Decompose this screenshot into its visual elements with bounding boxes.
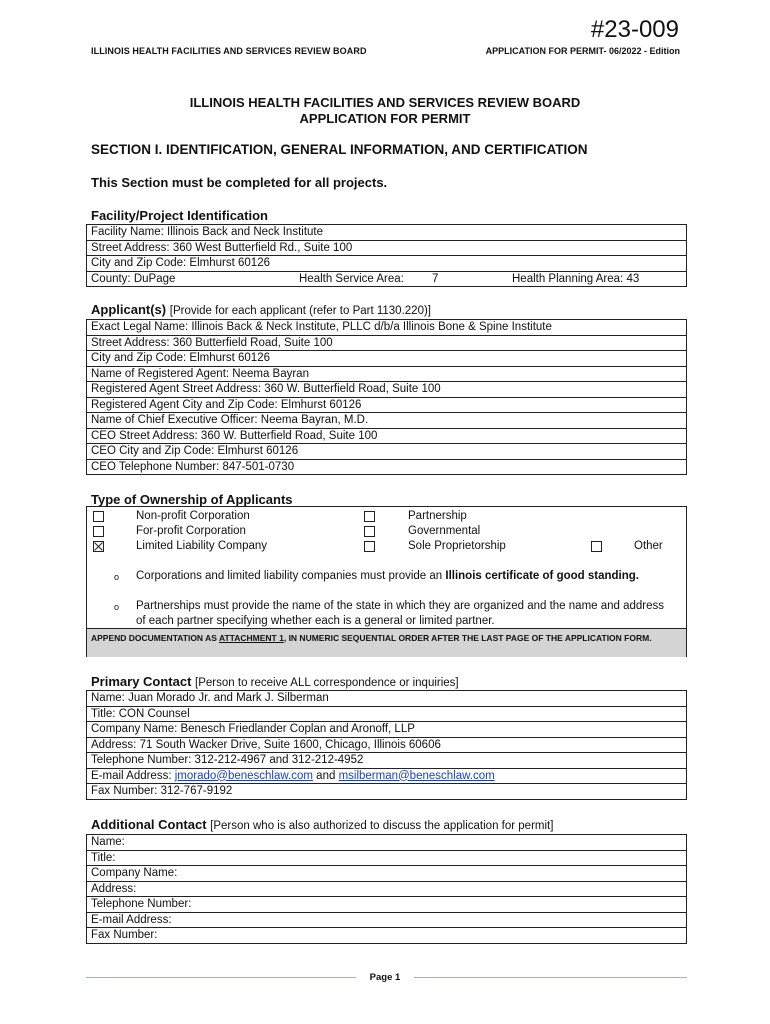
email-label: E-mail Address: xyxy=(91,769,175,782)
ceo-telephone: CEO Telephone Number: 847-501-0730 xyxy=(87,459,687,475)
ceo-street: CEO Street Address: 360 W. Butterfield Road, Suite 100 xyxy=(87,428,687,444)
checkbox-governmental[interactable] xyxy=(364,526,375,537)
primary-contact-fax: Fax Number: 312-767-9192 xyxy=(87,784,687,800)
registered-agent-street: Registered Agent Street Address: 360 W. Butterfield Road, Suite 100 xyxy=(87,382,687,398)
checkbox-forprofit[interactable] xyxy=(93,526,104,537)
primary-contact-telephone: Telephone Number: 312-212-4967 and 312-212-4952 xyxy=(87,753,687,769)
label-sole-proprietorship: Sole Proprietorship xyxy=(408,540,506,552)
additional-contact-company: Company Name: xyxy=(87,866,687,882)
checkbox-other[interactable] xyxy=(591,541,602,552)
additional-contact-email: E-mail Address: xyxy=(87,912,687,928)
applicant-city: City and Zip Code: Elmhurst 60126 xyxy=(87,351,687,367)
registered-agent-name: Name of Registered Agent: Neema Bayran xyxy=(87,366,687,382)
header-edition: APPLICATION FOR PERMIT- 06/2022 - Edition xyxy=(485,46,680,56)
applicant-subheading: [Provide for each applicant (refer to Part 1130.220)] xyxy=(169,305,431,317)
facility-name: Facility Name: Illinois Back and Neck Institute xyxy=(87,225,687,241)
facility-hsa-label: Health Service Area: xyxy=(299,272,404,285)
email-and: and xyxy=(312,769,339,782)
primary-contact-heading: Primary Contact xyxy=(91,674,192,689)
ownership-box xyxy=(86,506,687,657)
checkbox-nonprofit[interactable] xyxy=(93,511,104,522)
append-text-pre: APPEND DOCUMENTATION AS xyxy=(91,633,219,643)
applicant-heading: Applicant(s) xyxy=(91,302,167,317)
checkbox-sole-proprietorship[interactable] xyxy=(364,541,375,552)
label-other: Other xyxy=(634,540,663,552)
email-link-msilberman[interactable]: msilberman@beneschlaw.com xyxy=(338,769,495,782)
primary-contact-company: Company Name: Benesch Friedlander Coplan and Aronoff, LLP xyxy=(87,722,687,738)
bullet-good-standing-bold: Illinois certificate of good standing. xyxy=(445,570,639,582)
registered-agent-city: Registered Agent City and Zip Code: Elmhurst 60126 xyxy=(87,397,687,413)
form-title-application: APPLICATION FOR PERMIT xyxy=(299,111,471,126)
applicant-legal-name: Exact Legal Name: Illinois Back & Neck Institute, PLLC d/b/a Illinois Bone & Spine Institute xyxy=(87,320,687,336)
primary-contact-email-row xyxy=(87,768,687,784)
label-llc: Limited Liability Company xyxy=(136,540,268,552)
additional-contact-heading: Additional Contact xyxy=(91,817,207,832)
label-partnership: Partnership xyxy=(408,510,467,522)
facility-table xyxy=(86,224,687,287)
label-nonprofit: Non-profit Corporation xyxy=(136,510,250,522)
checkbox-llc[interactable] xyxy=(93,541,104,552)
applicant-street: Street Address: 360 Butterfield Road, Suite 100 xyxy=(87,335,687,351)
bullet-partnerships: Partnerships must provide the name of the state in which they are organized and the name and address of each partner specifying whether each is a general or limited partner. xyxy=(136,600,665,627)
checkbox-partnership[interactable] xyxy=(364,511,375,522)
bullet-good-standing xyxy=(136,569,676,584)
primary-contact-subheading: [Person to receive ALL correspondence or inquiries] xyxy=(195,677,459,689)
ownership-heading: Type of Ownership of Applicants xyxy=(91,492,293,507)
label-forprofit: For-profit Corporation xyxy=(136,525,246,537)
primary-contact-title: Title: CON Counsel xyxy=(87,706,687,722)
primary-contact-table xyxy=(86,690,687,800)
applicant-heading-line xyxy=(91,302,431,317)
additional-contact-subheading: [Person who is also authorized to discuss the application for permit] xyxy=(210,820,554,832)
page-number: Page 1 xyxy=(369,972,401,983)
facility-heading: Facility/Project Identification xyxy=(91,208,268,223)
bullet-marker-1: o xyxy=(114,572,120,582)
append-documentation-note xyxy=(87,628,686,657)
append-text-post: , IN NUMERIC SEQUENTIAL ORDER AFTER THE LAST PAGE OF THE APPLICATION FORM. xyxy=(283,633,652,643)
applicant-table xyxy=(86,319,687,475)
additional-contact-name: Name: xyxy=(87,835,687,851)
label-governmental: Governmental xyxy=(408,525,481,537)
facility-city: City and Zip Code: Elmhurst 60126 xyxy=(87,256,687,272)
additional-contact-fax: Fax Number: xyxy=(87,928,687,944)
additional-contact-title: Title: xyxy=(87,850,687,866)
additional-contact-heading-line xyxy=(91,817,553,832)
facility-street: Street Address: 360 West Butterfield Rd., Suite 100 xyxy=(87,240,687,256)
attachment-1-link[interactable]: ATTACHMENT 1 xyxy=(218,633,284,643)
document-number: #23-009 xyxy=(590,16,679,43)
additional-contact-address: Address: xyxy=(87,881,687,897)
header-board-name: ILLINOIS HEALTH FACILITIES AND SERVICES REVIEW BOARD xyxy=(91,46,367,56)
ceo-name: Name of Chief Executive Officer: Neema Bayran, M.D. xyxy=(87,413,687,429)
primary-contact-heading-line xyxy=(91,674,459,689)
bullet-marker-2: o xyxy=(114,602,120,612)
additional-contact-table xyxy=(86,834,687,944)
email-link-jmorado[interactable]: jmorado@beneschlaw.com xyxy=(174,769,313,782)
bullet-good-standing-text: Corporations and limited liability companies must provide an xyxy=(136,570,446,582)
section-heading: SECTION I. IDENTIFICATION, GENERAL INFORMATION, AND CERTIFICATION xyxy=(91,142,588,157)
additional-contact-telephone: Telephone Number: xyxy=(87,897,687,913)
primary-contact-address: Address: 71 South Wacker Drive, Suite 1600, Chicago, Illinois 60606 xyxy=(87,737,687,753)
facility-county-row xyxy=(87,271,687,287)
facility-hpa: Health Planning Area: 43 xyxy=(512,272,640,285)
facility-hsa-value: 7 xyxy=(432,272,439,285)
primary-contact-name: Name: Juan Morado Jr. and Mark J. Silberman xyxy=(87,691,687,707)
form-title-board: ILLINOIS HEALTH FACILITIES AND SERVICES REVIEW BOARD xyxy=(189,95,581,110)
ceo-city: CEO City and Zip Code: Elmhurst 60126 xyxy=(87,444,687,460)
section-note: This Section must be completed for all projects. xyxy=(91,175,388,190)
facility-county: County: DuPage xyxy=(91,272,176,285)
